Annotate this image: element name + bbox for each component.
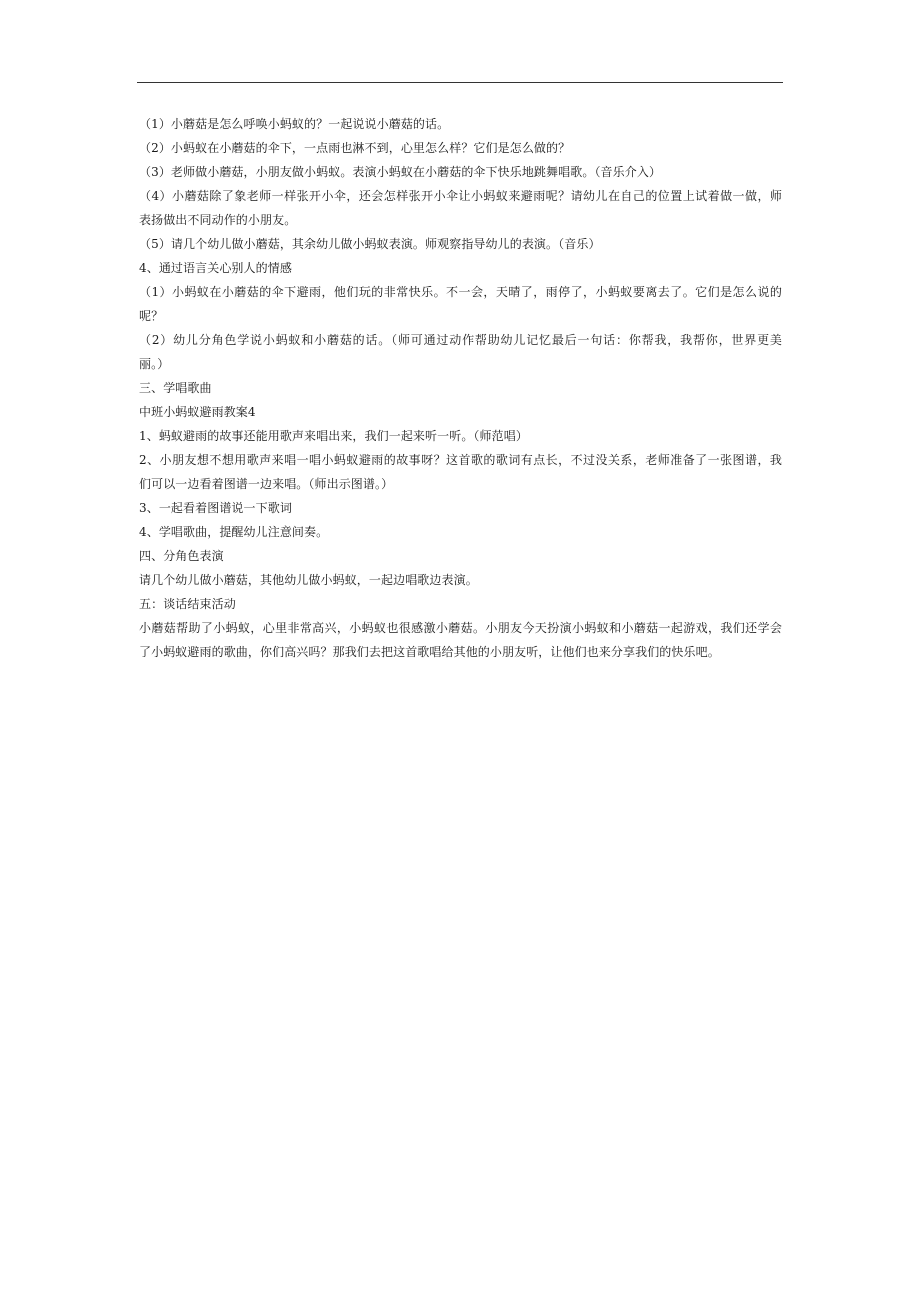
- section-5-heading: 五：谈话结束活动: [139, 597, 236, 611]
- closing-paragraph-line-2: 了小蚂蚁避雨的歌曲，你们高兴吗？那我们去把这首歌唱给其他的小朋友听，让他们也来分享我们的快乐吧。: [139, 645, 720, 659]
- song-step-4: 4、学唱歌曲，提醒幼儿注意间奏。: [139, 525, 329, 539]
- question-1: （1）小蘑菇是怎么呼唤小蚂蚁的？一起说说小蘑菇的话。: [139, 117, 450, 131]
- question-4-line-1: （4）小蘑菇除了象老师一样张开小伞，还会怎样张开小伞让小蚂蚁来避雨呢？请幼儿在自己的位置上试着做一做，师: [139, 189, 782, 203]
- section-4-heading: 四、分角色表演: [139, 549, 224, 563]
- lesson-title: 中班小蚂蚁避雨教案4: [139, 405, 256, 419]
- step-4-item-2-line-2: 丽。）: [139, 357, 170, 371]
- document-body: [139, 112, 782, 664]
- header-rule: [137, 82, 783, 83]
- question-5: （5）请几个幼儿做小蘑菇，其余幼儿做小蚂蚁表演。师观察指导幼儿的表演。（音乐）: [139, 237, 601, 251]
- step-4-heading: 4、通过语言关心别人的情感: [139, 261, 292, 275]
- closing-paragraph-line-1: 小蘑菇帮助了小蚂蚁，心里非常高兴，小蚂蚁也很感激小蘑菇。小朋友今天扮演小蚂蚁和小蘑菇一起游戏，我们还学会: [139, 621, 782, 635]
- section-3-heading: 三、学唱歌曲: [139, 381, 212, 395]
- section-4-text: 请几个幼儿做小蘑菇，其他幼儿做小蚂蚁，一起边唱歌边表演。: [139, 573, 478, 587]
- song-step-1: 1、蚂蚁避雨的故事还能用歌声来唱出来，我们一起来听一听。（师范唱）: [139, 429, 528, 443]
- song-step-2-line-2: 们可以一边看着图谱一边来唱。（师出示图谱。）: [139, 477, 394, 491]
- step-4-item-1-line-2: 呢？: [139, 309, 164, 323]
- question-4-line-2: 表扬做出不同动作的小朋友。: [139, 213, 297, 227]
- song-step-3: 3、一起看着图谱说一下歌词: [139, 501, 292, 515]
- song-step-2-line-1: 2、小朋友想不想用歌声来唱一唱小蚂蚁避雨的故事呀？这首歌的歌词有点长，不过没关系，老师准备了一张图谱，我: [139, 453, 782, 467]
- question-3: （3）老师做小蘑菇，小朋友做小蚂蚁。表演小蚂蚁在小蘑菇的伞下快乐地跳舞唱歌。（音乐介入）: [139, 165, 662, 179]
- step-4-item-2-line-1: （2）幼儿分角色学说小蚂蚁和小蘑菇的话。（师可通过动作帮助幼儿记忆最后一句话：你帮我，我帮你，世界更美: [139, 333, 782, 347]
- step-4-item-1-line-1: （1）小蚂蚁在小蘑菇的伞下避雨，他们玩的非常快乐。不一会，天晴了，雨停了，小蚂蚁要离去了。它们是怎么说的: [139, 285, 782, 299]
- question-2: （2）小蚂蚁在小蘑菇的伞下，一点雨也淋不到，心里怎么样？它们是怎么做的？: [139, 141, 571, 155]
